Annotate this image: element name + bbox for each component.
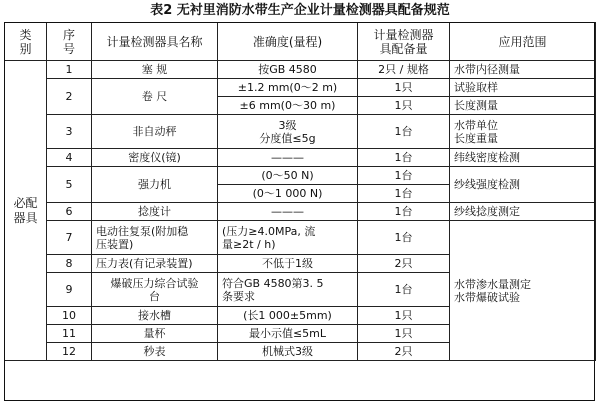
seq-cell: 12 <box>47 343 92 361</box>
quantity-cell: 1台 <box>358 185 450 203</box>
accuracy-cell: (压力≥4.0MPa, 流 量≥2t / h) <box>218 221 358 255</box>
accuracy-cell: 符合GB 4580第3. 5 条要求 <box>218 273 358 307</box>
scope-cell: 纱线强度检测 <box>450 167 596 203</box>
scope-cell-group: 水带渗水量测定 水带爆破试验 <box>450 221 596 361</box>
name-cell: 爆破压力综合试验 台 <box>92 273 218 307</box>
quantity-cell: 1台 <box>358 149 450 167</box>
scope-cell: 纱线捻度测定 <box>450 203 596 221</box>
category-cell: 必配 器具 <box>5 61 47 361</box>
header-name: 计量检测器具名称 <box>92 23 218 61</box>
name-cell: 秒表 <box>92 343 218 361</box>
equipment-spec-table <box>4 22 596 361</box>
table-row <box>5 115 596 149</box>
accuracy-cell: (0～50 N) <box>218 167 358 185</box>
scope-cell: 试验取样 <box>450 79 596 97</box>
quantity-cell: 1台 <box>358 221 450 255</box>
header-quantity: 计量检测器 具配备量 <box>358 23 450 61</box>
header-accuracy: 准确度(量程) <box>218 23 358 61</box>
quantity-cell: 2只 / 规格 <box>358 61 450 79</box>
table-row <box>5 221 596 255</box>
quantity-cell: 1只 <box>358 325 450 343</box>
accuracy-cell: 机械式3级 <box>218 343 358 361</box>
accuracy-cell: 按GB 4580 <box>218 61 358 79</box>
accuracy-cell: ——— <box>218 149 358 167</box>
header-row <box>5 23 596 61</box>
seq-cell: 5 <box>47 167 92 203</box>
table-row <box>5 61 596 79</box>
seq-cell: 2 <box>47 79 92 115</box>
quantity-cell: 1台 <box>358 203 450 221</box>
name-cell: 卷 尺 <box>92 79 218 115</box>
header-seq: 序 号 <box>47 23 92 61</box>
name-cell: 非自动秤 <box>92 115 218 149</box>
quantity-cell: 1台 <box>358 167 450 185</box>
scope-cell: 长度测量 <box>450 97 596 115</box>
quantity-cell: 1台 <box>358 273 450 307</box>
quantity-cell: 2只 <box>358 343 450 361</box>
accuracy-cell: ±6 mm(0～30 m) <box>218 97 358 115</box>
accuracy-cell: 不低于1级 <box>218 255 358 273</box>
quantity-cell: 1只 <box>358 79 450 97</box>
accuracy-cell: 最小示值≤5mL <box>218 325 358 343</box>
seq-cell: 9 <box>47 273 92 307</box>
name-cell: 电动往复泵(附加稳 压装置) <box>92 221 218 255</box>
seq-cell: 3 <box>47 115 92 149</box>
seq-cell: 7 <box>47 221 92 255</box>
accuracy-cell: ±1.2 mm(0～2 m) <box>218 79 358 97</box>
accuracy-cell: (长1 000±5mm) <box>218 307 358 325</box>
accuracy-cell: 3级 分度值≤5g <box>218 115 358 149</box>
name-cell: 强力机 <box>92 167 218 203</box>
seq-cell: 6 <box>47 203 92 221</box>
quantity-cell: 1只 <box>358 307 450 325</box>
header-scope: 应用范围 <box>450 23 596 61</box>
table-caption: 表2 无衬里消防水带生产企业计量检测器具配备规范 <box>150 3 450 18</box>
name-cell: 压力表(有记录装置) <box>92 255 218 273</box>
name-cell: 量杯 <box>92 325 218 343</box>
name-cell: 塞 规 <box>92 61 218 79</box>
accuracy-cell: (0～1 000 N) <box>218 185 358 203</box>
seq-cell: 1 <box>47 61 92 79</box>
seq-cell: 11 <box>47 325 92 343</box>
accuracy-cell: ——— <box>218 203 358 221</box>
seq-cell: 10 <box>47 307 92 325</box>
quantity-cell: 1台 <box>358 115 450 149</box>
table-row <box>5 203 596 221</box>
name-cell: 接水槽 <box>92 307 218 325</box>
table-row <box>5 167 596 185</box>
seq-cell: 4 <box>47 149 92 167</box>
name-cell: 捻度计 <box>92 203 218 221</box>
table-row <box>5 79 596 97</box>
header-category: 类 别 <box>5 23 47 61</box>
scope-cell: 水带单位 长度重量 <box>450 115 596 149</box>
scope-cell: 纬线密度检测 <box>450 149 596 167</box>
seq-cell: 8 <box>47 255 92 273</box>
scope-cell: 水带内径测量 <box>450 61 596 79</box>
table-row <box>5 149 596 167</box>
quantity-cell: 2只 <box>358 255 450 273</box>
name-cell: 密度仪(镜) <box>92 149 218 167</box>
quantity-cell: 1只 <box>358 97 450 115</box>
